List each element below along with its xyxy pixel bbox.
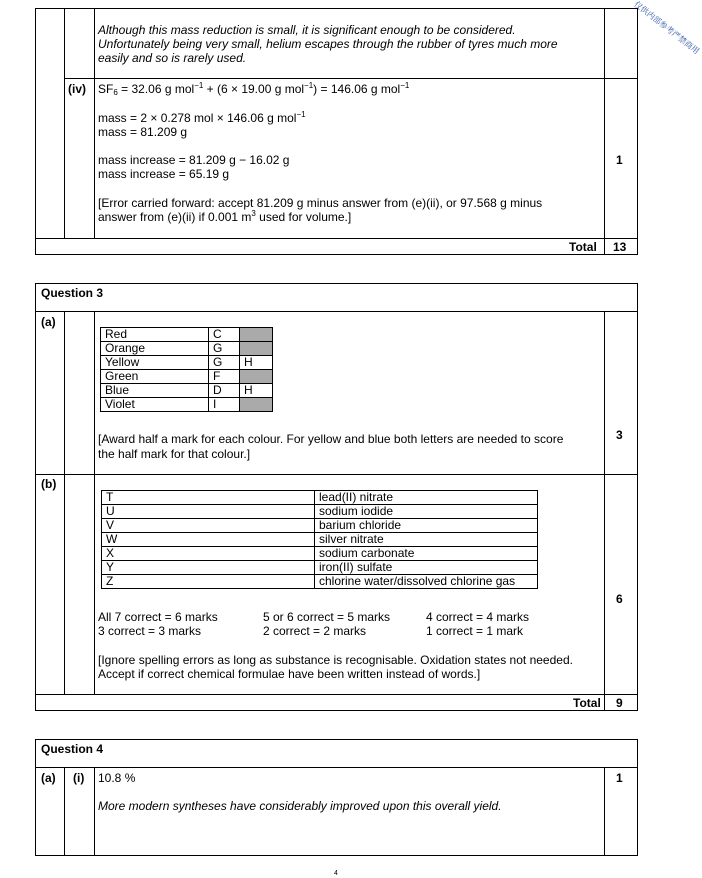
colour-row [101, 398, 273, 412]
q3-part-a-label: (a) [41, 315, 56, 329]
award-note-line-2: the half mark for that colour.] [98, 447, 251, 461]
total-label-q2: Total [569, 240, 597, 254]
colour-extra [240, 370, 273, 384]
colour-name: Violet [101, 398, 209, 412]
total-value-q2: 13 [613, 240, 627, 254]
substance-letter: V [102, 519, 315, 533]
colour-row [101, 342, 273, 356]
colour-extra [240, 328, 273, 342]
helium-note-line-1: Although this mass reduction is small, it is significant enough to be considered. [98, 23, 516, 37]
watermark-stamp [625, 0, 701, 56]
substance-letter: Z [102, 575, 315, 589]
colour-extra: H [240, 384, 273, 398]
question-3-header [35, 283, 638, 312]
question-3-title: Question 3 [41, 286, 104, 300]
substance-row [102, 547, 538, 561]
substance-name: lead(II) nitrate [315, 491, 538, 505]
substance-name: iron(II) sulfate [315, 561, 538, 575]
substance-name: silver nitrate [315, 533, 538, 547]
q4-part-a-label: (a) [41, 771, 56, 785]
substance-row [102, 519, 538, 533]
colour-name: Yellow [101, 356, 209, 370]
part-iv-label: (iv) [68, 82, 86, 96]
substance-row [102, 575, 538, 589]
total-label-q3: Total [573, 696, 601, 710]
mass-increase-calculation: mass increase = 81.209 g − 16.02 g [98, 153, 290, 167]
helium-note-line-2: Unfortunately being very small, helium escapes through the rubber of tyres much more [98, 37, 558, 51]
ecf-note-line-1: [Error carried forward: accept 81.209 g minus answer from (e)(ii), or 97.568 g minus [98, 196, 543, 210]
substance-row [102, 533, 538, 547]
colour-extra [240, 398, 273, 412]
substance-letter: W [102, 533, 315, 547]
total-value-q3: 9 [616, 696, 623, 710]
award-note-line-1: [Award half a mark for each colour. For yellow and blue both letters are needed to score [98, 432, 564, 446]
ecf-note-line-2: answer from (e)(ii) if 0.001 $m^3$ used for volume.] [98, 209, 352, 224]
mark-q3b: 6 [616, 592, 623, 606]
colour-extra: H [240, 356, 273, 370]
substance-row [102, 561, 538, 575]
substance-letter: T [102, 491, 315, 505]
colour-name: Red [101, 328, 209, 342]
ignore-note-line-2: Accept if correct chemical formulae have been written instead of words.] [98, 667, 481, 681]
colour-name: Orange [101, 342, 209, 356]
q4-yield-note: More modern syntheses have considerably improved upon this overall yield. [98, 799, 502, 813]
question-4-title: Question 4 [41, 742, 104, 756]
q4-part-i-label: (i) [73, 771, 85, 785]
mark-q4ai: 1 [616, 771, 623, 785]
colour-row [101, 384, 273, 398]
watermark-stamp-text: 仅供内部参考严禁商用 [632, 0, 701, 56]
scoring-3: 3 correct = 3 marks [98, 624, 202, 638]
colour-row [101, 370, 273, 384]
colour-name: Blue [101, 384, 209, 398]
substance-letter: X [102, 547, 315, 561]
colour-row [101, 356, 273, 370]
colour-letter: G [209, 356, 240, 370]
substance-name: barium chloride [315, 519, 538, 533]
sf6-molar-mass: $SF_6 = 32.06$ g mol$^{-1}$ + (6 × 19.00 g mol$^{-1}$) = 146.06 g mol$^{-1}$ [98, 81, 410, 97]
question-4-header [35, 739, 638, 768]
ignore-note-line-1: [Ignore spelling errors as long as substance is recognisable. Oxidation states not needed. [98, 653, 573, 667]
mass-calculation: mass = 2 × 0.278 mol × 146.06 g mol$^{-1}$ [98, 110, 306, 125]
substance-letter: U [102, 505, 315, 519]
page-number: 4 [334, 870, 338, 877]
scoring-1: 1 correct = 1 mark [426, 624, 524, 638]
colour-name: Green [101, 370, 209, 384]
colour-letter: F [209, 370, 240, 384]
mass-result: mass = 81.209 g [98, 125, 188, 139]
q3-part-b-label: (b) [41, 477, 57, 491]
substance-row [102, 505, 538, 519]
substance-table [101, 490, 538, 589]
scoring-4: 4 correct = 4 marks [426, 610, 530, 624]
scoring-5-or-6: 5 or 6 correct = 5 marks [263, 610, 391, 624]
colour-letter: C [209, 328, 240, 342]
colour-letter: I [209, 398, 240, 412]
mass-increase-result: mass increase = 65.19 g [98, 167, 230, 181]
substance-name: sodium iodide [315, 505, 538, 519]
colour-letter: D [209, 384, 240, 398]
mark-iv: 1 [616, 153, 623, 167]
substance-name: sodium carbonate [315, 547, 538, 561]
q4-answer: 10.8 % [98, 771, 136, 785]
scoring-2: 2 correct = 2 marks [263, 624, 367, 638]
scoring-all-7: All 7 correct = 6 marks [98, 610, 218, 624]
substance-letter: Y [102, 561, 315, 575]
colour-row [101, 328, 273, 342]
colour-extra [240, 342, 273, 356]
colour-letter: G [209, 342, 240, 356]
colour-answer-table [100, 327, 273, 412]
substance-name: chlorine water/dissolved chlorine gas [315, 575, 538, 589]
helium-note-line-3: easily and so is rarely used. [98, 51, 247, 65]
mark-q3a: 3 [616, 428, 623, 442]
substance-row [102, 491, 538, 505]
